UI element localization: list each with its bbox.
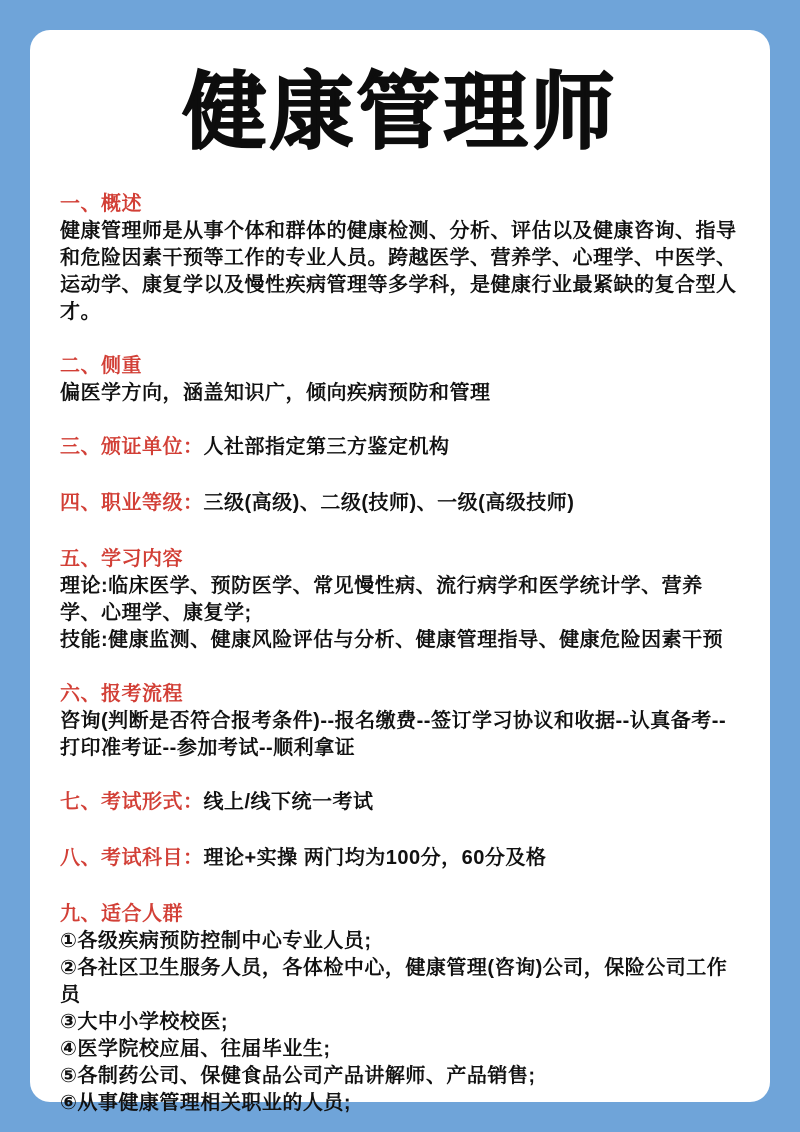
- section-body: [204, 492, 575, 514]
- section-heading: 七、考试形式：: [60, 790, 204, 813]
- section-body: [204, 436, 450, 458]
- section: [60, 901, 740, 1117]
- section-paragraph: 偏医学方向，涵盖知识广，倾向疾病预防和管理: [60, 381, 491, 404]
- section-heading: 八、考试科目：: [60, 846, 204, 869]
- section: [60, 353, 740, 407]
- section: [60, 681, 740, 762]
- section-heading: 五、学习内容: [60, 547, 183, 570]
- section-value: 三级(高级)、二级(技师)、一级(高级技师): [203, 491, 575, 514]
- section-heading: 四、职业等级：: [60, 491, 204, 514]
- section-paragraph: ⑥从事健康管理相关职业的人员;: [60, 1091, 352, 1114]
- poster-title: 健康管理师: [182, 65, 618, 159]
- section: [60, 490, 740, 517]
- section-body: [60, 573, 740, 654]
- section-body: [60, 708, 740, 762]
- section-heading: 一、概述: [60, 192, 142, 215]
- section-heading: 二、侧重: [60, 354, 142, 377]
- section-body: [60, 380, 740, 407]
- section-body: [204, 791, 374, 813]
- section-value: 线上/线下统一考试: [203, 790, 374, 813]
- section: [60, 789, 740, 816]
- section-paragraph: ①各级疾病预防控制中心专业人员;: [60, 929, 372, 952]
- section: [60, 434, 740, 461]
- section-paragraph: ⑤各制药公司、保健食品公司产品讲解师、产品销售;: [60, 1064, 536, 1087]
- section: [60, 191, 740, 326]
- section: [60, 546, 740, 654]
- sections: [60, 191, 740, 1117]
- section-paragraph: 咨询(判断是否符合报考条件)--报名缴费--签订学习协议和收据--认真备考--打印准考证--参加考试--顺利拿证: [60, 709, 727, 759]
- section-paragraph: 健康管理师是从事个体和群体的健康检测、分析、评估以及健康咨询、指导和危险因素干预等工作的专业人员。跨越医学、营养学、心理学、中医学、运动学、康复学以及慢性疾病管理等多学科，是健康行业最紧缺的复合型人才。: [60, 219, 737, 323]
- section-body: [60, 928, 740, 1117]
- section: [60, 845, 740, 872]
- section-paragraph: ③大中小学校校医;: [60, 1010, 229, 1033]
- section-heading: 六、报考流程: [60, 682, 183, 705]
- section-heading: 九、适合人群: [60, 902, 183, 925]
- section-value: 人社部指定第三方鉴定机构: [203, 435, 450, 458]
- section-value: 理论+实操 两门均为100分，60分及格: [203, 846, 547, 869]
- section-body: [60, 218, 740, 326]
- section-paragraph: ②各社区卫生服务人员，各体检中心，健康管理(咨询)公司，保险公司工作员: [60, 956, 728, 1006]
- section-paragraph: ④医学院校应届、往届毕业生;: [60, 1037, 331, 1060]
- section-paragraph: 理论:临床医学、预防医学、常见慢性病、流行病学和医学统计学、营养学、心理学、康复学;: [60, 574, 703, 624]
- section-paragraph: 技能:健康监测、健康风险评估与分析、健康管理指导、健康危险因素干预: [60, 628, 724, 651]
- section-heading: 三、颁证单位：: [60, 435, 204, 458]
- section-body: [204, 847, 547, 869]
- poster-card: [30, 30, 770, 1114]
